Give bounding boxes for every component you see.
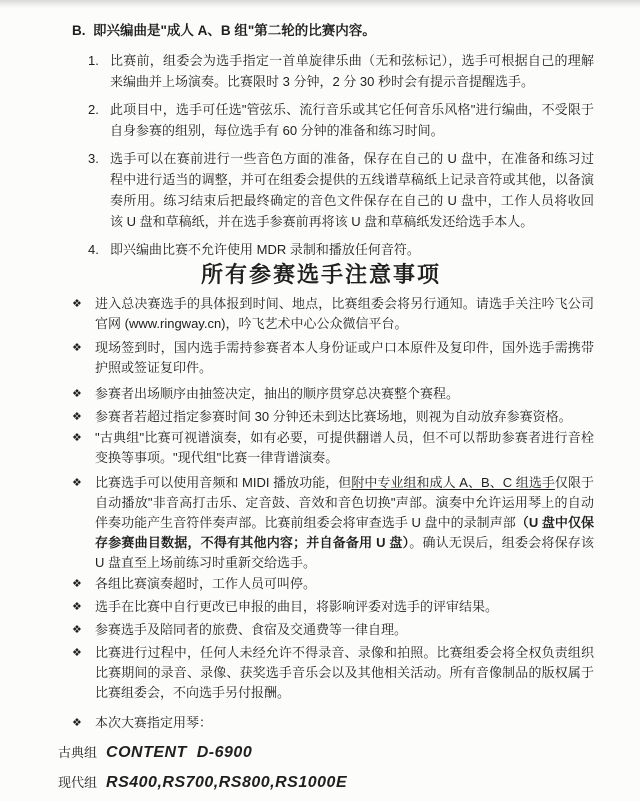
text-run: 各组比赛演奏超时，工作人员可叫停。	[95, 576, 317, 591]
diamond-bullet-icon: ❖	[72, 411, 82, 423]
text-run-underlined: 附中专业组和成人 A、B、C 组选手	[351, 475, 555, 490]
text-run: 参赛者若超过指定参赛时间 30 分钟还未到达比赛场地，则视为自动放弃参赛资格。	[95, 409, 572, 424]
bullet-item-report-time	[72, 294, 594, 334]
diamond-bullet-icon: ❖	[72, 477, 82, 489]
bullet-text	[95, 384, 594, 404]
diamond-bullet-icon: ❖	[72, 342, 82, 354]
item-text: 选手可以在赛前进行一些音色方面的准备，保存在自己的 U 盘中，在准备和练习过程中进行适当的调整，并可在组委会提供的五线谱草稿纸上记录音符或其他，以备演奏所用。练习结束后把最终确定的音色文件保存在自己的 U 盘中，工作人员将收回该 U 盘和草稿纸，并在选手参赛前再将该 U 盘和草稿纸发还给选手本人。	[110, 151, 594, 229]
item-number: 2.	[88, 102, 99, 117]
bullet-text	[95, 338, 594, 378]
diamond-bullet-icon: ❖	[72, 601, 82, 613]
bullet-item-recording-rights	[72, 643, 594, 703]
bullet-item-expenses	[72, 620, 594, 640]
bullet-text	[95, 713, 594, 733]
numbered-item-1	[72, 50, 594, 92]
numbered-item-2	[72, 99, 594, 141]
bullet-text	[95, 597, 594, 617]
item-text: 此项目中，选手可任选"管弦乐、流行音乐或其它任何音乐风格"进行编曲，不受限于自身参赛的组别，每位选手有 60 分钟的准备和练习时间。	[110, 102, 594, 138]
text-run: 仅限于自动播放"非音高打击乐、定音鼓、音效和音色切换"声部。演奏中允许运用琴上的自动伴奏功能产生音符伴奏声部。比赛前组委会将审查选手 U 盘中的录制声部	[95, 475, 594, 530]
text-run-bold: （U 盘中仅保存参赛曲目数据，不得有其他内容；并自备备用 U 盘）	[95, 515, 594, 550]
bullet-item-checkin-id	[72, 338, 594, 378]
bullet-text	[95, 473, 594, 573]
text-run: 本次大赛指定用琴：	[95, 715, 213, 730]
modern-group-line	[58, 771, 594, 794]
classic-group-line	[58, 741, 594, 764]
text-run: 选手在比赛中自行更改已申报的曲目，将影响评委对选手的评审结果。	[95, 599, 499, 614]
diamond-bullet-icon: ❖	[72, 578, 82, 590]
modern-group-label: 现代组	[58, 775, 98, 790]
document-content	[58, 20, 594, 801]
designated-piano-models	[58, 741, 594, 794]
section-b-heading	[72, 20, 594, 42]
text-run: 。确认无误后，组委会将保存该 U 盘直至上场前练习时重新交给选手。	[95, 535, 594, 570]
item-number: 4.	[88, 242, 99, 257]
text-run: 参赛者出场顺序由抽签决定，抽出的顺序贯穿总决赛整个赛程。	[95, 386, 460, 401]
bullet-item-designated-pianos	[72, 713, 594, 733]
item-text: 即兴编曲比赛不允许使用 MDR 录制和播放任何音符。	[110, 242, 420, 257]
diamond-bullet-icon: ❖	[72, 624, 82, 636]
item-number: 1.	[88, 53, 99, 68]
bullet-item-change-piece	[72, 597, 594, 617]
modern-group-models: RS400,RS700,RS800,RS1000E	[106, 774, 348, 791]
bullet-text	[95, 620, 594, 640]
bullet-text	[95, 643, 594, 703]
bullet-item-draw-order	[72, 384, 594, 404]
notice-title: 所有参赛选手注意事项	[200, 262, 441, 287]
item-number: 3.	[88, 151, 99, 166]
text-run: 参赛选手及陪同者的旅费、食宿及交通费等一律自理。	[95, 622, 408, 637]
numbered-item-3	[72, 148, 594, 232]
text-run: 进入总决赛选手的具体报到时间、地点，比赛组委会将另行通知。请选手关注吟飞公司官网 (www.ringway.cn)，吟飞艺术中心公众微信平台。	[95, 296, 594, 331]
diamond-bullet-icon: ❖	[72, 298, 82, 310]
bullet-item-midi-usage	[72, 473, 594, 573]
text-run: "古典组"比赛可视谱演奏，如有必要，可提供翻谱人员，但不可以帮助参赛者进行音栓变换等事项。"现代组"比赛一律背谱演奏。	[95, 430, 594, 465]
text-run: 比赛选手可以使用音频和 MIDI 播放功能，但	[95, 475, 352, 490]
text-run: 比赛进行过程中，任何人未经允许不得录音、录像和拍照。比赛组委会将全权负责组织比赛期间的录音、录像、获奖选手音乐会以及其他相关活动。所有音像制品的版权属于比赛组委会，不向选手另付报酬。	[95, 645, 594, 700]
diamond-bullet-icon: ❖	[72, 432, 82, 444]
bullet-text	[95, 574, 594, 594]
diamond-bullet-icon: ❖	[72, 717, 82, 729]
bullet-item-late-forfeit	[72, 407, 594, 427]
item-text: 比赛前，组委会为选手指定一首单旋律乐曲（无和弦标记），选手可根据自己的理解来编曲并上场演奏。比赛限时 3 分钟，2 分 30 秒时会有提示音提醒选手。	[110, 53, 594, 89]
section-b-label: B.	[72, 23, 86, 38]
bullet-item-score-reading	[72, 428, 594, 468]
classic-group-label: 古典组	[58, 745, 98, 760]
bullet-text	[95, 428, 594, 468]
bullet-text	[95, 294, 594, 334]
page-top-shadow	[0, 0, 640, 8]
diamond-bullet-icon: ❖	[72, 647, 82, 659]
bullet-item-overtime-stop	[72, 574, 594, 594]
classic-group-models: CONTENT D-6900	[106, 744, 253, 761]
notice-bullet-list	[72, 294, 594, 733]
section-b-heading-text: 即兴编曲是"成人 A、B 组"第二轮的比赛内容。	[93, 23, 376, 38]
diamond-bullet-icon: ❖	[72, 388, 82, 400]
bullet-text	[95, 407, 594, 427]
text-run: 现场签到时，国内选手需持参赛者本人身份证或户口本原件及复印件，国外选手需携带护照或签证复印件。	[95, 340, 594, 375]
section-b-numbered-list	[72, 50, 594, 260]
numbered-item-4	[72, 239, 594, 260]
